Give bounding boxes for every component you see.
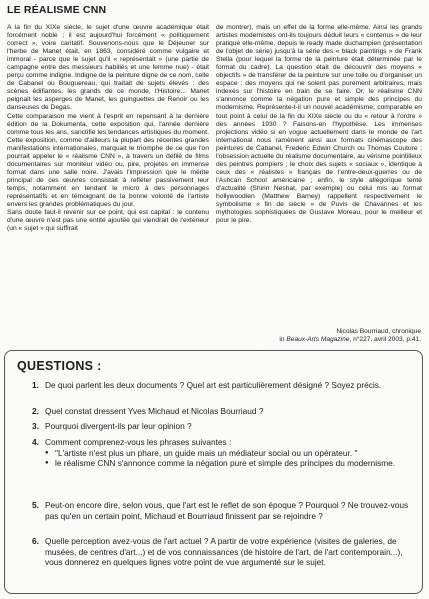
quote-item — [45, 448, 415, 459]
article-paragraph: de montrer), mais un effet de la forme elle-même. Ainsi les grands artistes modernistes ont-ils toujours déduit leurs « contenus » de leur pratique elle-même, depuis le ready made duchampien (présentation de l'objet de série) jusqu'à la série des « black paintings » de Frank Stella (pour lequel la forme de la peinture était déterminée par le format du cadre). La question était de découvrir des moyens « objectifs » de transférer de la peinture sur une toile ou d'organiser un espace : des moyens qui ne soient pas purement arbitraires, mais indexés sur l'histoire en train de se faire. Or, le réalisme CNN s'annonce comme la négation pure et simple des principes du modernisme. Représente-t-il un nouvel académisme, comparable en tout point à celui de la fin du XIXe siècle ou du « retour à l'ordre » des années 1930 ? Faisons-en l'hypothèse. Les immenses projections vidéo si en vogue actuellement dans le monde de l'art international nous ramènent ainsi aux formats cinémascope des peintures de Cabanel, Frederic Edwin Church ou Thomas Couture ; l'obsession actuelle du réalisme documentaire, au vérisme pointilleux des peintres pompiers ; le choix des sujets « sociaux », identique à ceux des « réalistes » français de l'entre-deux-guerres ou de l'Ashcan School américaine ; enfin, le style allégorique tenté d'actualité (Shirin Neshat, par exemple) ou celui mis au format hollywoodien (Matthew Barney) rappellent respectivement le symbolisme « fin de siècle » de Puvis de Chavannes et les mythologies sophistiquées de Gustave Moreau, pour le meilleur et pour le pire. — [216, 24, 422, 225]
question-text: Quel constat dressent Yves Michaud et Nicolas Bourriaud ? — [45, 406, 264, 416]
credit-issue: , n°227, avril 2003, p.41. — [349, 336, 421, 344]
questions-heading: QUESTIONS : — [17, 359, 102, 373]
article-paragraph: A la fin du XIXe siècle, le sujet d'une œuvre académique était forcément noble ; il est aujourd'hui forcément « politiquement correct », voire caritatif. Souvenons-nous que le Déjeuner sur l'herbe de Manet était, en 1863, considéré comme vulgaire et immoral - parce que le sujet qu'il « représentait » (une partie de campagne entre des messieurs habillés et une femme nue) - était perçu comme indigne. Indigne de la peinture digne de ce nom, celle de Cabanel ou Bouguereau, qui traitait de sujets élevés : des scènes édifiantes, les grands de ce monde, l'Histoire... Manet peignait les asperges de Manet, les guinguettes de Renoir ou les danseuses de Degas. — [7, 24, 209, 112]
quote-text: le réalisme CNN s'annonce comme la négation pure et simple des principes du modernisme. — [55, 458, 396, 469]
article-column-left — [7, 24, 209, 233]
question-text: Peut-on encore dire, selon vous, que l'art est le reflet de son époque ? Pourquoi ? Ne trouvez-vous pas qu'en un certain point, Michaud et Bourriaud finissent par se rejoindre ? — [45, 500, 409, 521]
bullet-icon: ● — [45, 460, 49, 467]
credit-author: Nicolas Bourriaud, chronique — [336, 328, 421, 335]
question-number: 1. — [32, 380, 39, 390]
article-paragraph: Cette comparaison me vient à l'esprit en repensant à la dernière édition de la Dokumenta, cette exposition qui, l'année dernière comme tous les ans, sanctifie les tendances artistiques du moment. Cette exposition, comme d'ailleurs la plupart des récentes grandes manifestations internationales, marquait le triomphe de ce que l'on pourrait appeler le « réalisme CNN », à travers un défilé de films documentaires sur moniteur vidéo ou, pire, projetés en immense format dans une salle noire. J'avais l'impression que le mérite principal de ces œuvres consistait à refléter passivement leur temps, notamment en tendant le micro à des personnages représentatifs et en témoignant de la bonne volonté de l'artiste envers les grandes problématiques du jour. — [7, 112, 209, 209]
question-text: Quelle perception avez-vous de l'art actuel ? A partir de votre expérience (visites de galeries, de musées, de centres d'art...) et de vos connaissances (de histoire de l'art, de l'art contemporain...), vous donnerez en quelques lignes votre point de vue argumenté sur le sujet. — [45, 536, 403, 568]
credit-in: in — [279, 336, 287, 344]
question-number: 2. — [32, 406, 39, 416]
quote-list — [45, 448, 415, 469]
question-text: De quoi parlent les deux documents ? Quel art est particulièrement désigné ? Soyez précis. — [45, 380, 382, 390]
question-number: 4. — [32, 437, 39, 447]
quote-item — [45, 458, 415, 469]
question-text: Comment comprenez-vous les phrases suivantes : — [45, 437, 232, 447]
question-number: 6. — [32, 536, 39, 546]
credit-magazine: Beaux-Arts Magazine — [286, 336, 350, 344]
credit-source — [161, 336, 421, 344]
question-number: 5. — [32, 500, 39, 510]
question-body — [45, 437, 415, 469]
article-credit — [161, 328, 421, 345]
quote-text: "L'artiste n'est plus un phare, un guide mais un médiateur social ou un opérateur. " — [55, 447, 358, 458]
article-column-right — [216, 24, 422, 225]
questions-box — [4, 350, 423, 594]
article-paragraph: Sans doute faut-il revenir sur ce point, qui est capital : le contenu d'une œuvre n'est pas une entité ajoutée qui viendrait de l'extérieur (un « sujet » qui suffirait — [7, 209, 209, 233]
question-number: 3. — [32, 421, 39, 431]
bullet-icon: ● — [45, 449, 49, 456]
question-text: Pourquoi divergent-ils par leur opinion ? — [45, 421, 192, 431]
article-title: LE RÉALISME CNN — [7, 4, 107, 16]
